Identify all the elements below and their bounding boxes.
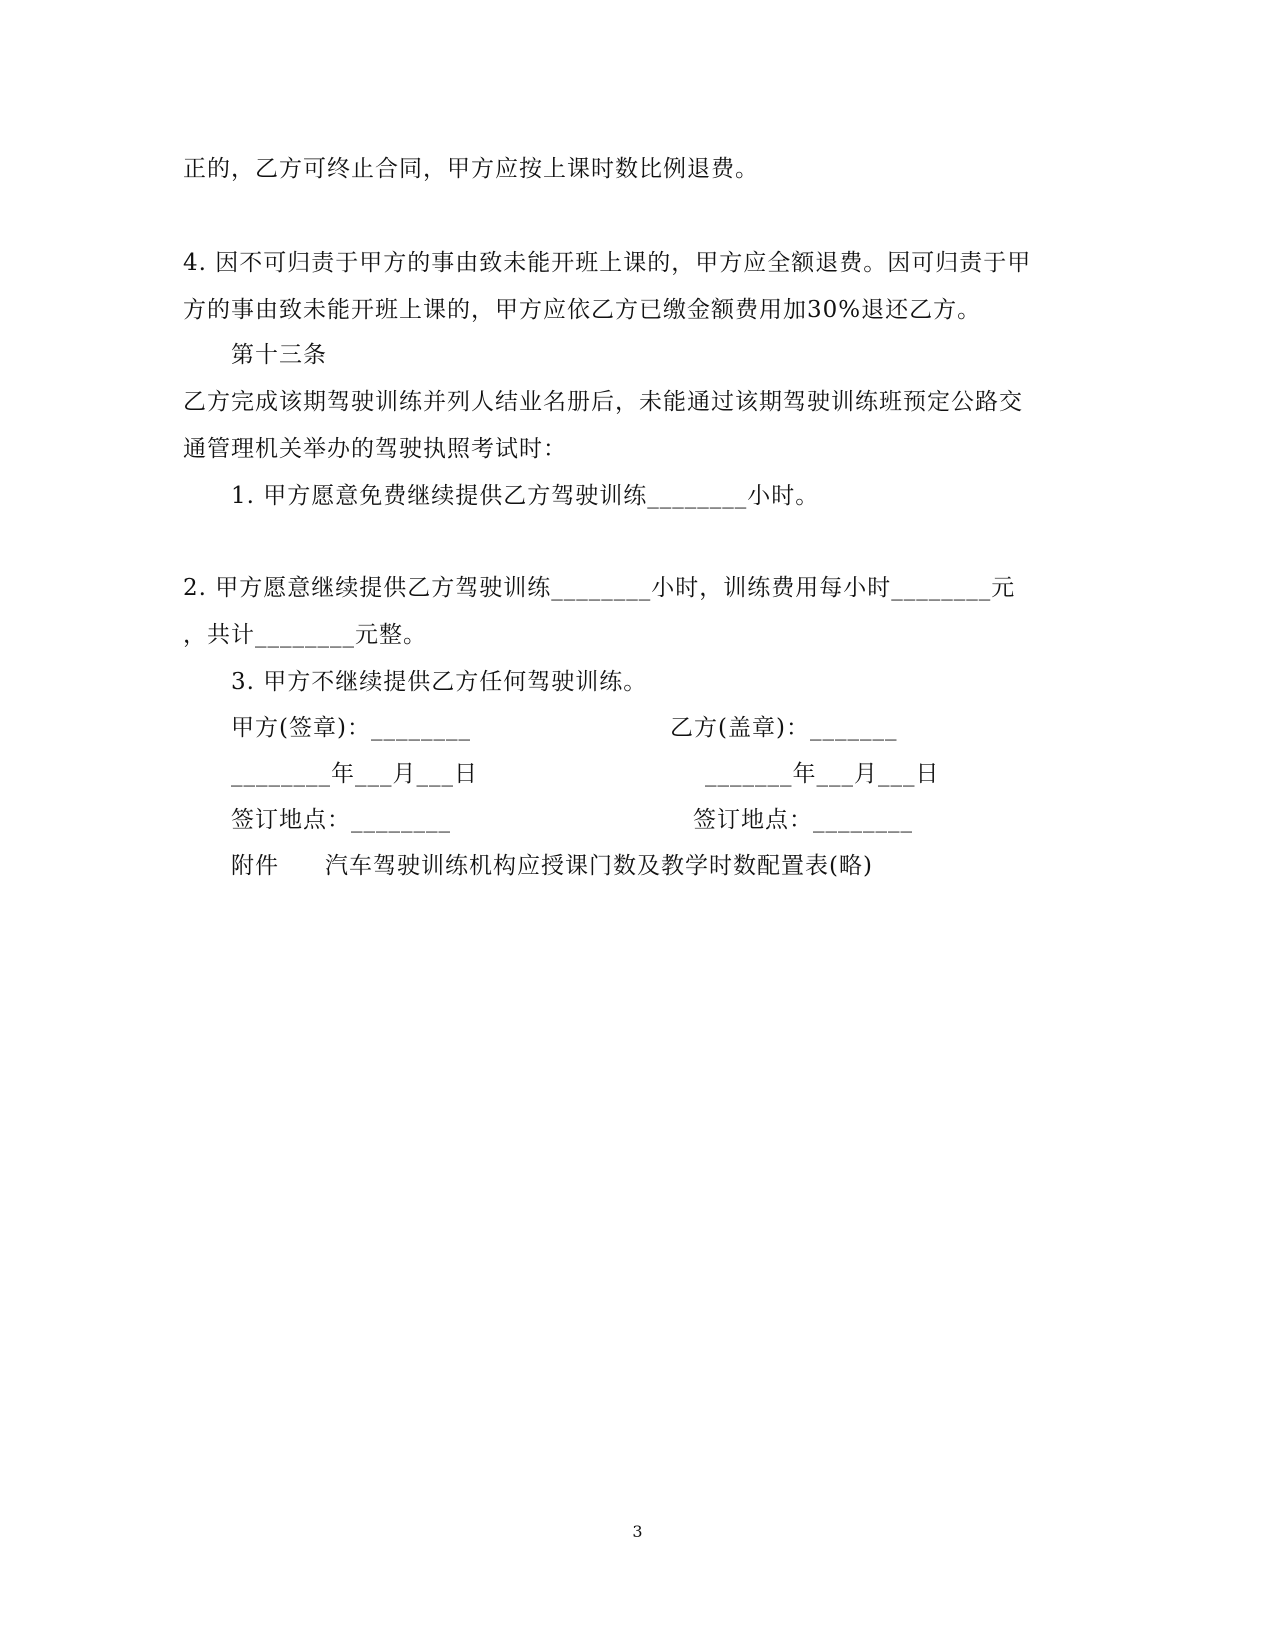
- party-a-date: ________年___月___日: [231, 761, 478, 787]
- clause-item-4-line-2: 方的事由致未能开班上课的，甲方应依乙方已缴金额费用加30%退还乙方。: [183, 297, 982, 323]
- party-a-signature: 甲方(签章)：________: [231, 715, 471, 741]
- clause-item-4-line-1: 4. 因不可归责于甲方的事由致未能开班上课的，甲方应全额退费。因可归责于甲: [183, 250, 1032, 276]
- option-item-2-line-2: ，共计________元整。: [183, 622, 427, 648]
- article-body-line-2: 通管理机关举办的驾驶执照考试时：: [183, 436, 567, 462]
- option-item-1: 1. 甲方愿意免费继续提供乙方驾驶训练________小时。: [231, 483, 820, 509]
- article-body-line-1: 乙方完成该期驾驶训练并列人结业名册后，未能通过该期驾驶训练班预定公路交: [183, 389, 1023, 415]
- option-item-3: 3. 甲方不继续提供乙方任何驾驶训练。: [231, 669, 648, 695]
- paragraph-line: 正的，乙方可终止合同，甲方应按上课时数比例退费。: [183, 156, 759, 182]
- attachment-label: 附件: [231, 853, 279, 879]
- option-item-2-line-1: 2. 甲方愿意继续提供乙方驾驶训练________小时，训练费用每小时________元: [183, 575, 1016, 601]
- attachment-text: 汽车驾驶训练机构应授课门数及教学时数配置表(略): [325, 853, 873, 879]
- party-b-signing-place: 签订地点：________: [693, 807, 913, 833]
- party-b-signature: 乙方(盖章)：_______: [670, 715, 898, 741]
- party-a-signing-place: 签订地点：________: [231, 807, 451, 833]
- party-b-date: _______年___月___日: [705, 761, 940, 787]
- page-number: 3: [632, 1522, 643, 1541]
- article-heading: 第十三条: [231, 342, 327, 368]
